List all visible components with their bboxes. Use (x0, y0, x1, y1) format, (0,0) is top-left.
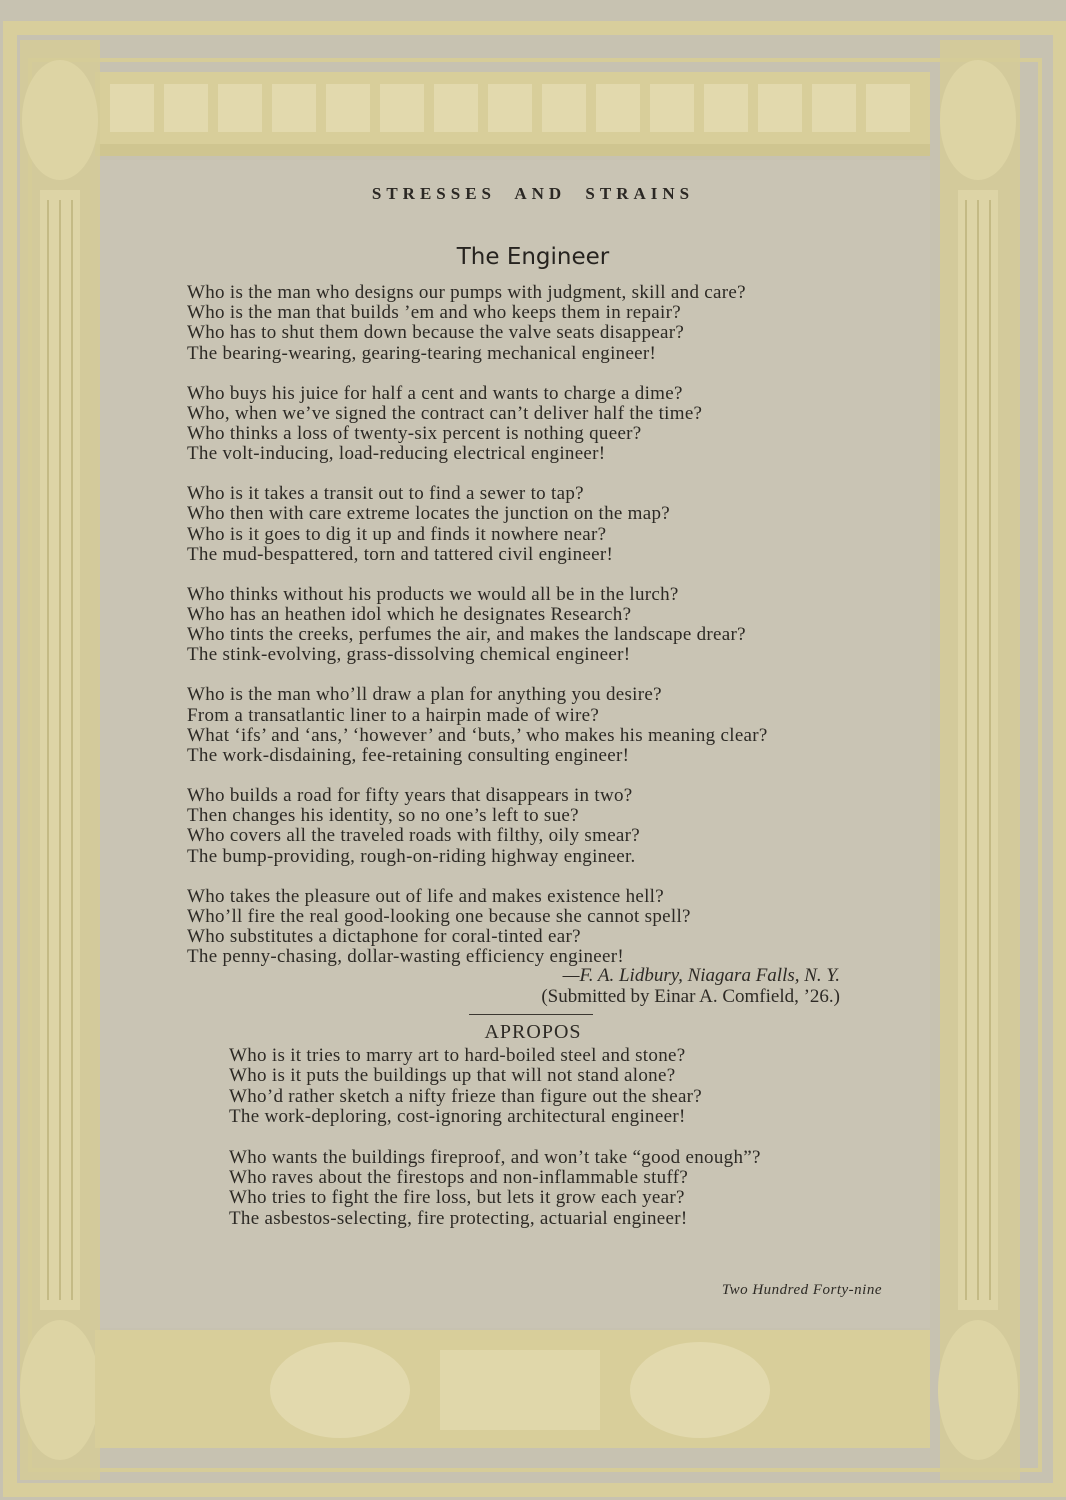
poem-line: The bump-providing, rough-on-riding highway engineer. (187, 845, 636, 867)
attribution (480, 966, 840, 1007)
poem-line: Who substitutes a dictaphone for coral-tinted ear? (187, 926, 581, 948)
poem-line: Who tints the creeks, perfumes the air, and makes the landscape drear? (187, 624, 746, 646)
poem-line: Who is the man who designs our pumps with judgment, skill and care? (187, 282, 746, 303)
page-number: Two Hundred Forty-nine (721, 1282, 882, 1298)
poem-line: Who tries to fight the fire loss, but lets it grow each year? (229, 1187, 685, 1209)
poem-line: The mud-bespattered, torn and tattered civil engineer! (187, 543, 614, 565)
stanza (187, 484, 867, 565)
poem-line: The work-deploring, cost-ignoring architectural engineer! (229, 1106, 686, 1128)
poem-line: Who is it takes a transit out to find a sewer to tap? (187, 483, 584, 505)
stanza (229, 1046, 869, 1128)
stanza (187, 384, 867, 465)
poem-line: Who buys his juice for half a cent and wants to charge a dime? (187, 382, 683, 404)
poem-line: The asbestos-selecting, fire protecting, actuarial engineer! (229, 1207, 688, 1229)
poem-line: The stink-evolving, grass-dissolving chemical engineer! (187, 644, 631, 666)
poem-line: Who thinks without his products we would all be in the lurch? (187, 583, 679, 605)
poem-line: Who wants the buildings fireproof, and won’t take “good enough”? (229, 1146, 761, 1168)
poem-line: Who raves about the firestops and non-inflammable stuff? (229, 1167, 689, 1189)
poem-line: Who has to shut them down because the valve seats disappear? (187, 322, 685, 344)
poem-line: The penny-chasing, dollar-wasting efficiency engineer! (187, 946, 624, 968)
poem-line: Who has an heathen idol which he designates Research? (187, 604, 632, 626)
poem-line: Who is it puts the buildings up that will not stand alone? (229, 1065, 676, 1087)
poem-line: Who is it goes to dig it up and finds it nowhere near? (187, 523, 607, 545)
poem-line: Who is the man who’ll draw a plan for anything you desire? (187, 684, 662, 706)
divider-rule (469, 1014, 593, 1015)
poem-line: Who covers all the traveled roads with filthy, oily smear? (187, 825, 641, 847)
poem-line: From a transatlantic liner to a hairpin made of wire? (187, 704, 600, 726)
poem-title: The Engineer (456, 244, 610, 270)
author-line: —F. A. Lidbury, Niagara Falls, N. Y. (562, 965, 840, 986)
poem-line: Who is it tries to marry art to hard-boiled steel and stone? (229, 1045, 686, 1066)
poem-line: Who builds a road for fifty years that disappears in two? (187, 785, 633, 807)
apropos-title: APROPOS (484, 1021, 582, 1043)
stanza (187, 887, 867, 968)
running-head: STRESSES AND STRAINS (371, 184, 695, 203)
stanza (229, 1148, 869, 1230)
submitted-line: (Submitted by Einar A. Comfield, ’26.) (541, 985, 840, 1007)
poem-line: Then changes his identity, so no one’s left to sue? (187, 805, 579, 827)
stanza (187, 283, 867, 364)
stanza (187, 786, 867, 867)
poem-line: The volt-inducing, load-reducing electrical engineer! (187, 443, 606, 465)
poem-line: The bearing-wearing, gearing-tearing mechanical engineer! (187, 342, 657, 364)
apropos-body (229, 1046, 869, 1249)
poem-line: Who, when we’ve signed the contract can’t deliver half the time? (187, 402, 703, 424)
poem-line: Who is the man that builds ’em and who keeps them in repair? (187, 302, 681, 324)
poem-line: The work-disdaining, fee-retaining consulting engineer! (187, 745, 630, 767)
stanza (187, 685, 867, 766)
poem-body (187, 283, 867, 987)
poem-line: Who’d rather sketch a nifty frieze than figure out the shear? (229, 1085, 703, 1107)
poem-line: Who thinks a loss of twenty-six percent is nothing queer? (187, 423, 642, 445)
stanza (187, 585, 867, 666)
poem-line: Who takes the pleasure out of life and makes existence hell? (187, 885, 664, 907)
poem-line: Who then with care extreme locates the junction on the map? (187, 503, 671, 525)
poem-line: What ‘ifs’ and ‘ans,’ ‘however’ and ‘buts,’ who makes his meaning clear? (187, 724, 768, 746)
poem-line: Who’ll fire the real good-looking one because she cannot spell? (187, 905, 691, 927)
